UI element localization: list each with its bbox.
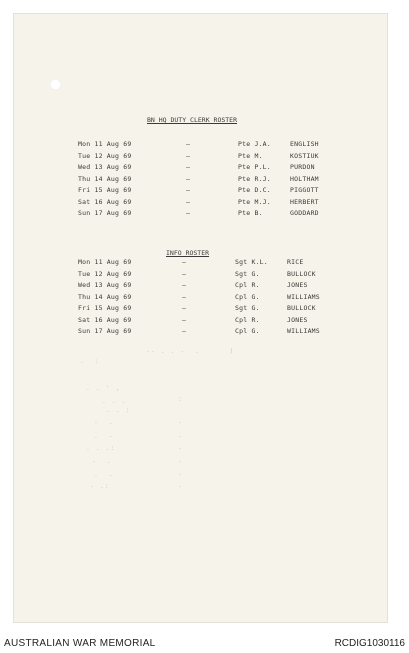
institution-label: AUSTRALIAN WAR MEMORIAL (4, 638, 156, 649)
row-date: Wed 13 Aug 69 (78, 281, 132, 289)
row-dash: – (182, 315, 187, 324)
archive-footer (0, 635, 409, 653)
row-date: Tue 12 Aug 69 (78, 269, 132, 278)
table-row (78, 140, 319, 151)
row-date: Mon 11 Aug 69 (78, 140, 132, 148)
row-rank: Sgt G. (235, 269, 260, 278)
table-row (78, 327, 320, 338)
row-dash: – (182, 304, 187, 312)
row-rank: Pte B. (238, 209, 263, 217)
row-date: Sat 16 Aug 69 (78, 315, 132, 324)
row-dash: – (182, 281, 187, 289)
row-name: ENGLISH (290, 140, 319, 148)
table-row (78, 174, 319, 186)
table-row (78, 151, 319, 163)
row-date: Fri 15 Aug 69 (78, 304, 132, 312)
row-dash: – (186, 163, 191, 171)
table-row (78, 186, 319, 197)
row-dash: – (186, 174, 191, 183)
table-row (78, 281, 308, 292)
row-name: BULLOCK (287, 269, 316, 278)
row-dash: – (182, 269, 187, 278)
row-name: GODDARD (290, 209, 319, 217)
row-name: WILLIAMS (287, 327, 320, 335)
row-dash: – (186, 151, 191, 160)
row-rank: Cpl R. (235, 315, 260, 324)
row-name: PIGGOTT (290, 186, 319, 194)
row-name: HOLTHAM (290, 174, 319, 183)
row-rank: Pte R.J. (238, 174, 271, 183)
row-date: Wed 13 Aug 69 (78, 163, 132, 171)
table-row (78, 315, 308, 327)
row-dash: – (182, 292, 187, 301)
row-dash: – (186, 209, 191, 217)
row-name: JONES (287, 315, 308, 324)
row-name: PURDON (290, 163, 315, 171)
roster2-title: INFO ROSTER (166, 249, 210, 257)
punch-hole (50, 79, 61, 90)
row-name: JONES (287, 281, 308, 289)
row-date: Thu 14 Aug 69 (78, 174, 132, 183)
row-name: WILLIAMS (287, 292, 320, 301)
row-name: BULLOCK (287, 304, 316, 312)
row-name: HERBERT (290, 197, 319, 206)
table-row (78, 209, 319, 220)
row-date: Sat 16 Aug 69 (78, 197, 132, 206)
row-rank: Pte M. (238, 151, 263, 160)
row-rank: Sgt G. (235, 304, 260, 312)
roster1-title: BN HQ DUTY CLERK ROSTER (147, 116, 238, 124)
document-page: BN HQ DUTY CLERK ROSTER Mon 11 Aug 69 – Pte J.A. ENGLISH Tue 12 Aug 69 – Pte M. KOSTIUK Wed 13 Aug 69 – Pte P.L. PURDON Thu 14 Aug 69 – Pte R.J. HOLTHAM Fri 15 Aug 69 – Pte D.C. PIGGOTT Sat 16 Aug 69 – Pte M.J. HERBERT Sun 17 Aug 69 – Pte B. GODDARD INFO ROSTER Mon 11 Aug 69 – Sgt K.L. RICE Tue 12 Aug 69 – Sgt G. BULLOCK Wed 13 Aug 69 – Cpl R. JONES Thu 14 Aug 69 – Cpl G. WILLIAMS Fri 15 Aug 69 – Sgt G. BULLOCK Sat 16 Aug 69 – Cpl R. JONES Sun 17 Aug 69 – Cpl G. WILLIAMS -- . . - . ) . : . . ' , . . . : . . : - . - . - - . . .: - - . - . . - - .: - (14, 14, 387, 622)
row-rank: Pte J.A. (238, 140, 271, 148)
row-rank: Cpl G. (235, 327, 260, 335)
row-name: KOSTIUK (290, 151, 319, 160)
row-date: Tue 12 Aug 69 (78, 151, 132, 160)
table-row (78, 292, 320, 304)
row-dash: – (186, 197, 191, 206)
row-rank: Sgt K.L. (235, 258, 268, 266)
row-rank: Pte M.J. (238, 197, 271, 206)
row-date: Mon 11 Aug 69 (78, 258, 132, 266)
table-row (78, 269, 316, 281)
row-date: Sun 17 Aug 69 (78, 209, 132, 217)
row-dash: – (182, 327, 187, 335)
table-row (78, 304, 316, 315)
row-rank: Cpl G. (235, 292, 260, 301)
row-rank: Cpl R. (235, 281, 260, 289)
row-date: Thu 14 Aug 69 (78, 292, 132, 301)
row-date: Sun 17 Aug 69 (78, 327, 132, 335)
table-row (78, 258, 304, 269)
row-dash: – (182, 258, 187, 266)
row-dash: – (186, 140, 191, 148)
record-id-label: RCDIG1030116 (334, 638, 405, 649)
table-row (78, 163, 315, 174)
row-dash: – (186, 186, 191, 194)
row-rank: Pte P.L. (238, 163, 271, 171)
row-name: RICE (287, 258, 304, 266)
row-rank: Pte D.C. (238, 186, 271, 194)
row-date: Fri 15 Aug 69 (78, 186, 132, 194)
table-row (78, 197, 319, 209)
